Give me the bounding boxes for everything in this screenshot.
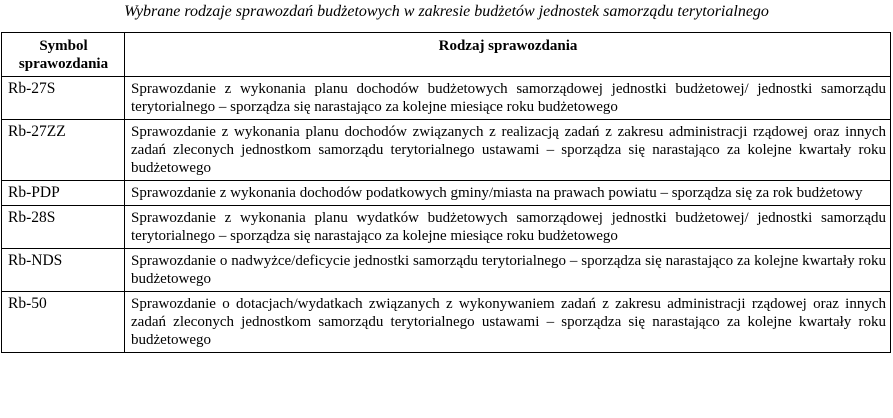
report-description: Sprawozdanie z wykonania planu wydatków budżetowych samorządowej jednostki budżetowej/ jednostki samorządu terytorialnego – sporządza się narastająco za kolejne miesiące roku budżetowego [125,206,891,249]
report-description: Sprawozdanie o dotacjach/wydatkach związanych z wykonywaniem zadań z zakresu administracji rządowej oraz innych zadań zleconych jednostkom samorządu terytorialnego ustawami – sporządza się narastająco za kolejne kwartały roku budżetowego [125,292,891,353]
table-row [2,206,891,249]
budget-reports-table [1,32,891,353]
table-row [2,249,891,292]
report-symbol: Rb-28S [2,206,125,249]
table-caption: Wybrane rodzaje sprawozdań budżetowych w zakresie budżetów jednostek samorządu terytorialnego [124,3,769,20]
report-description: Sprawozdanie o nadwyżce/deficycie jednostki samorządu terytorialnego – sporządza się narastająco za kolejne kwartały roku budżetowego [125,249,891,292]
table-row [2,120,891,181]
table-row [2,292,891,353]
report-description: Sprawozdanie z wykonania planu dochodów związanych z realizacją zadań z zakresu administracji rządowej oraz innych zadań zleconych jednostkom samorządu terytorialnego ustawami – sporządza się narastająco za kolejne kwartały roku budżetowego [125,120,891,181]
report-symbol: Rb-PDP [2,181,125,206]
table-row [2,77,891,120]
report-description: Sprawozdanie z wykonania dochodów podatkowych gminy/miasta na prawach powiatu – sporządza się za rok budżetowy [125,181,891,206]
table-row [2,181,891,206]
table-header-row [2,33,891,77]
report-symbol: Rb-50 [2,292,125,353]
report-symbol: Rb-NDS [2,249,125,292]
report-description: Sprawozdanie z wykonania planu dochodów budżetowych samorządowej jednostki budżetowej/ jednostki samorządu terytorialnego – sporządza się narastająco za kolejne miesiące roku budżetowego [125,77,891,120]
report-symbol: Rb-27ZZ [2,120,125,181]
report-symbol: Rb-27S [2,77,125,120]
column-header-type: Rodzaj sprawozdania [125,33,891,77]
column-header-symbol: Symbol sprawozdania [2,33,125,77]
